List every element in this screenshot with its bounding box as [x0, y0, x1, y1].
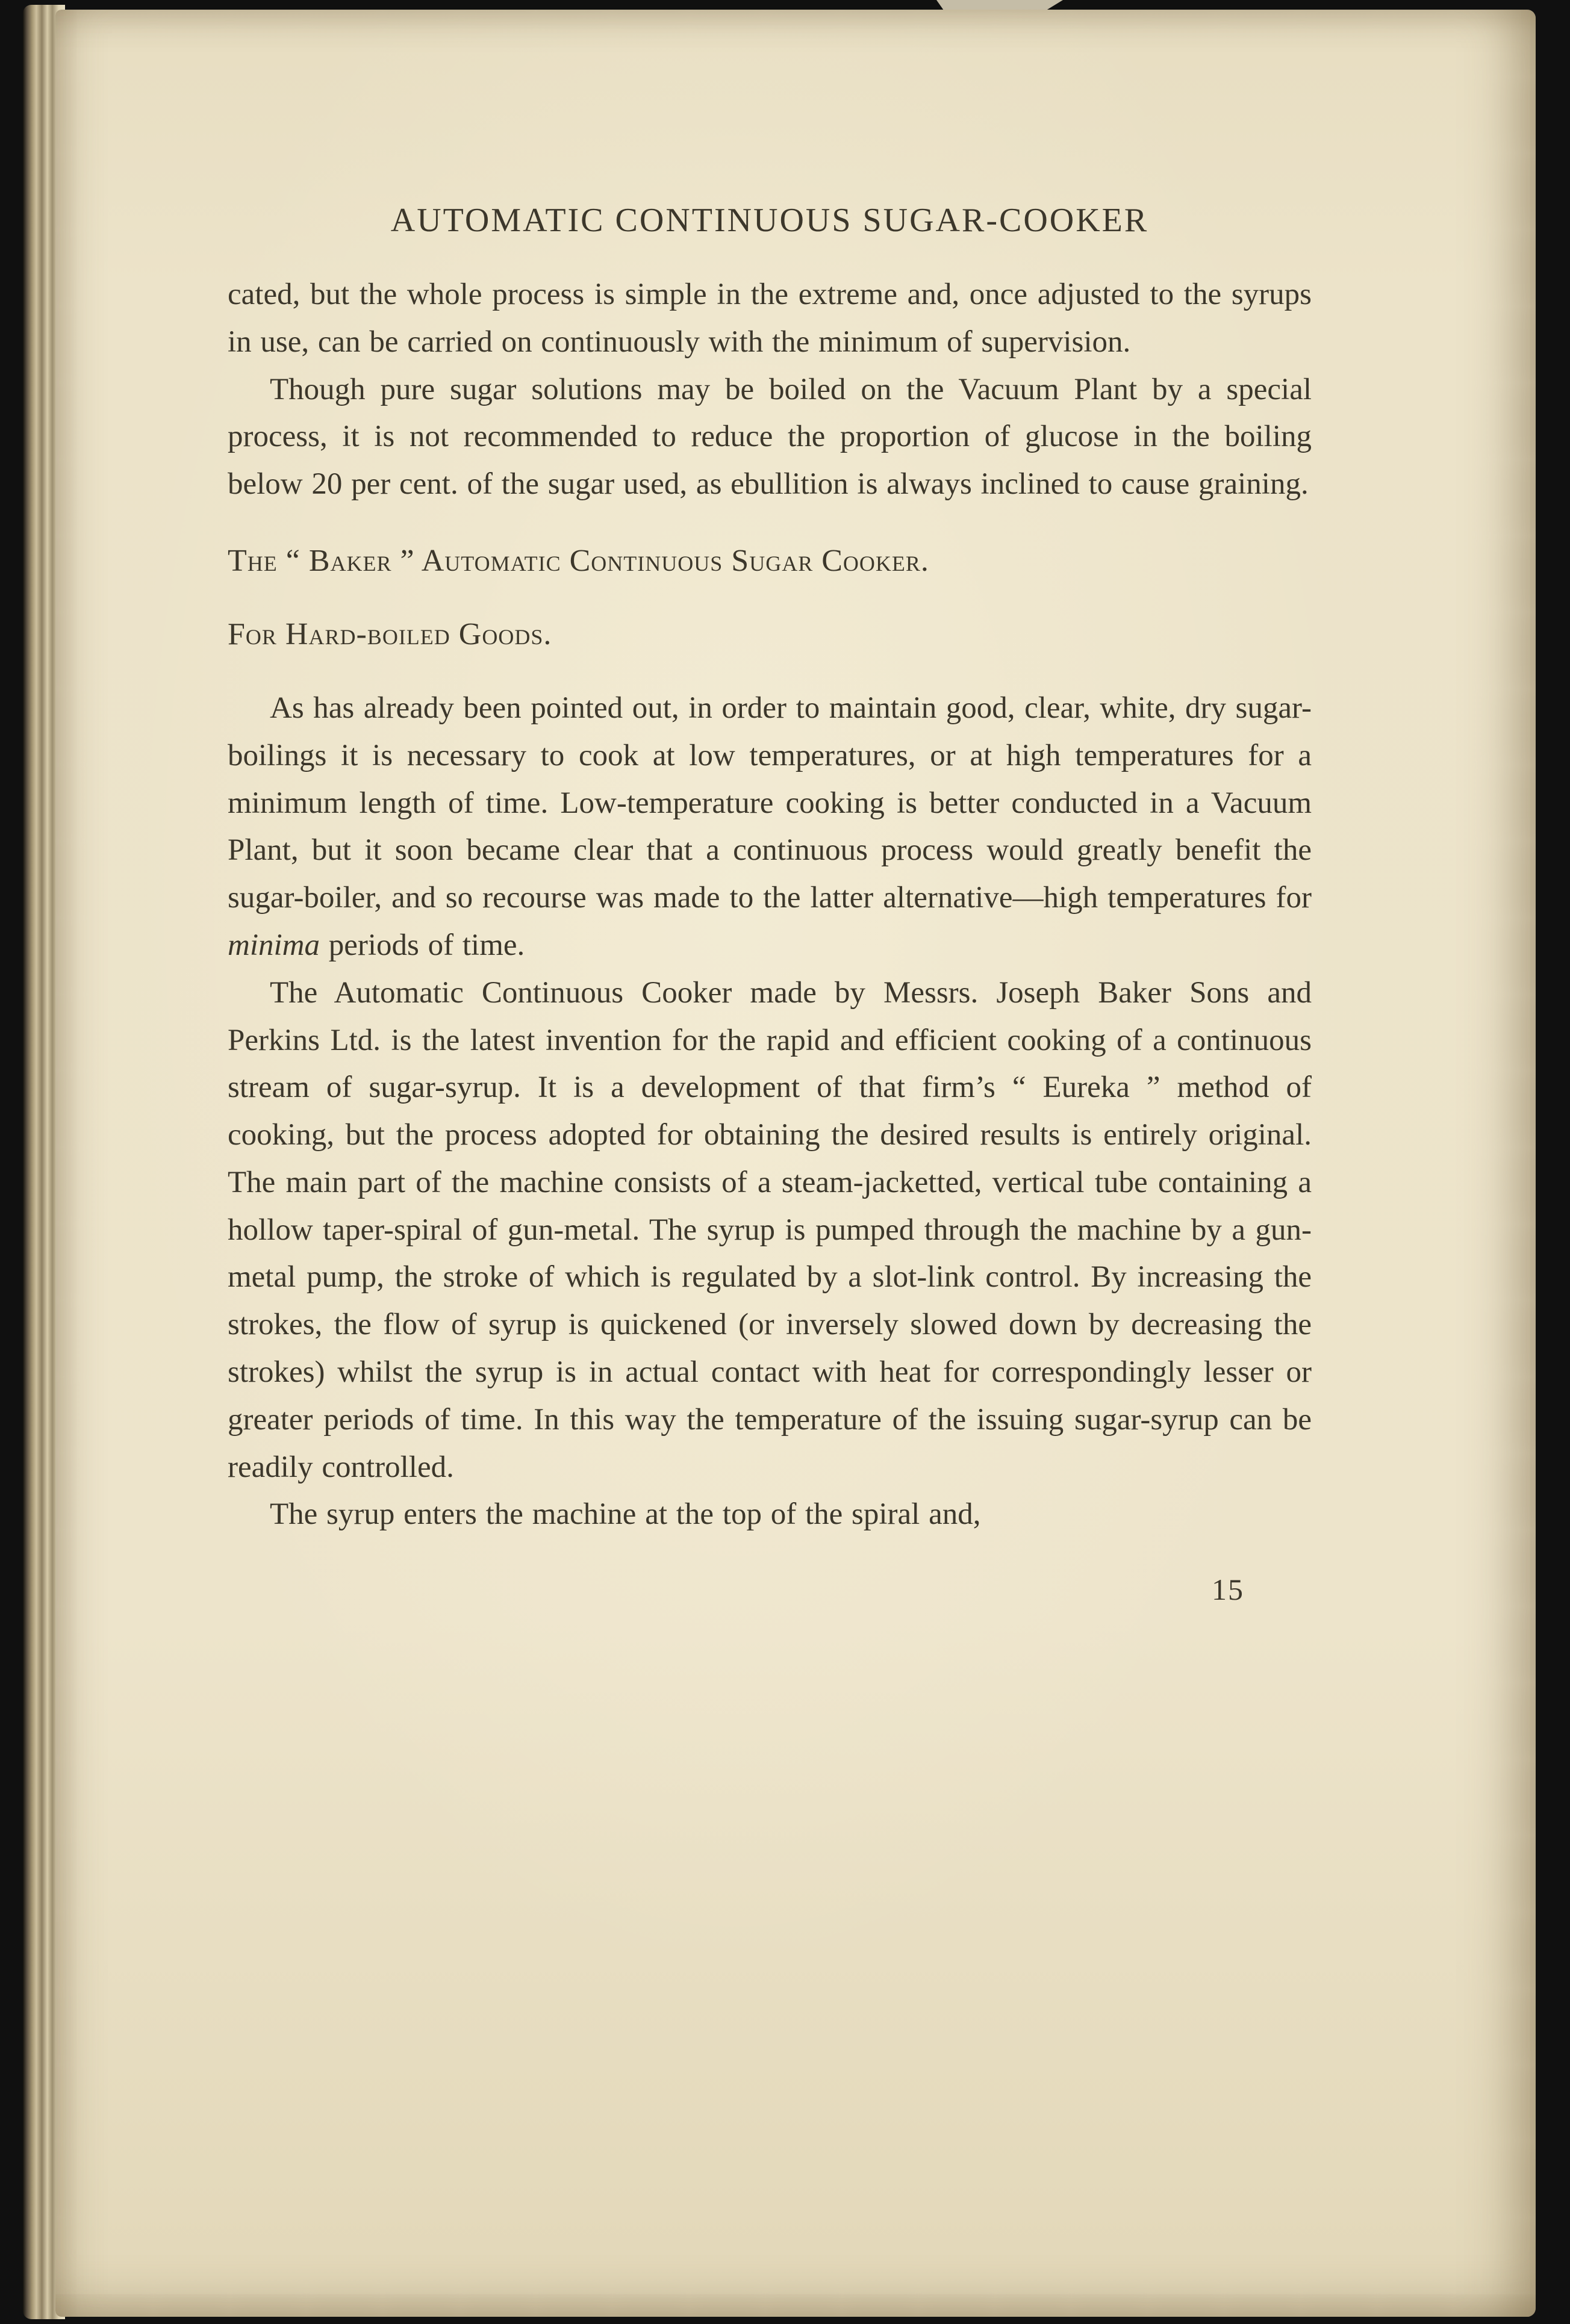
page-title: AUTOMATIC CONTINUOUS SUGAR-COOKER: [390, 202, 1149, 239]
paragraph: [228, 685, 1312, 969]
section-subheading: For Hard-boiled Goods.: [228, 617, 552, 651]
paragraph-text: periods of time.: [320, 928, 525, 962]
book-page: [55, 10, 1536, 2317]
paragraph-text: As has already been pointed out, in order to maintain good, clear, white, dry sugar-boilings it is necessary to cook at low temperatures, or at high temperatures for a minimum length of time. Low-temperature cooking is better conducted in a Vacuum Plant, but it soon became clear that a continuous process would greatly benefit the sugar-boiler, and so recourse was made to the latter alternative—high temperatures for: [228, 691, 1312, 915]
page-content: [228, 201, 1312, 1607]
paragraph-continued: cated, but the whole process is simple in the extreme and, once adjusted to the syrups in use, can be carried on continuously with the minimum of supervision.: [228, 278, 1312, 359]
paragraph: Though pure sugar solutions may be boiled on the Vacuum Plant by a special process, it is not recommended to reduce the proportion of glucose in the boiling below 20 per cent. of the sugar used, as ebullition is always inclined to cause graining.: [228, 372, 1312, 502]
paragraph: The syrup enters the machine at the top of the spiral and,: [270, 1497, 981, 1532]
italic-word: minima: [228, 928, 320, 962]
paragraph: The Automatic Continuous Cooker made by Messrs. Joseph Baker Sons and Perkins Ltd. is the latest invention for the rapid and efficient cooking of a continuous stream of sugar-syrup. It is a development of that firm’s “ Eureka ” method of cooking, but the process adopted for obtaining the desired results is entirely original. The main part of the machine consists of a steam-jacketted, vertical tube containing a hollow taper-spiral of gun-metal. The syrup is pumped through the machine by a gun-metal pump, the stroke of which is regulated by a slot-link control. By increasing the strokes, the flow of syrup is quickened (or inversely slowed down by decreasing the strokes) whilst the syrup is in actual contact with heat for correspondingly lesser or greater periods of time. In this way the temperature of the issuing sugar-syrup can be readily controlled.: [228, 975, 1312, 1484]
section-heading: The “ Baker ” Automatic Continuous Sugar Cooker.: [228, 543, 929, 578]
page-number: 15: [1212, 1573, 1244, 1607]
